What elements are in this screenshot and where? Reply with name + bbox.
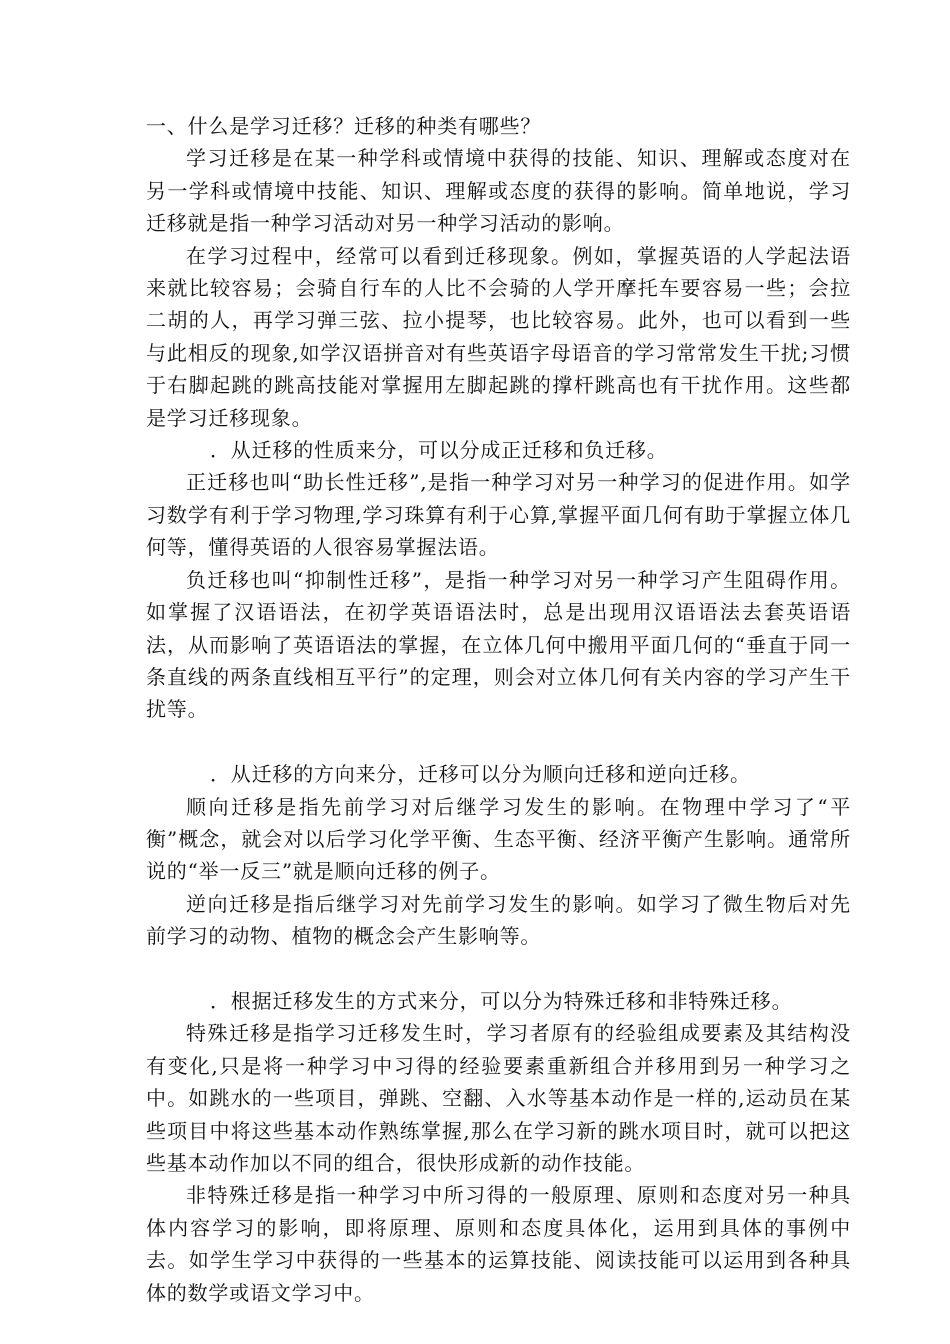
intro-paragraph-definition: 学习迁移是在某一种学科或情境中获得的技能、知识、理解或态度对在另一学科或情境中技能、知识、理解或态度的获得的影响。简单地说，学习迁移就是指一种学习活动对另一种学习活动的影响。 <box>146 146 851 236</box>
paragraph-negative-transfer: 负迁移也叫“抑制性迁移”，是指一种学习对另一种学习产生阻碍作用。如掌握了汉语语法，在初学英语语法时，总是出现用汉语语法去套英语语法，从而影响了英语语法的掌握，在立体几何中搬用平面几何的“垂直于同一条直线的两条直线相互平行”的定理，则会对立体几何有关内容的学习产生干扰等。 <box>146 567 851 722</box>
paragraph-backward-transfer: 逆向迁移是指后继学习对先前学习发生的影响。如学习了微生物后对先前学习的动物、植物的概念会产生影响等。 <box>146 891 851 949</box>
document-body <box>146 110 851 1309</box>
paragraph-gap <box>146 953 851 985</box>
point-heading-direction: ．从迁移的方向来分，迁移可以分为顺向迁移和逆向迁移。 <box>210 762 751 787</box>
point-heading-nature: ．从迁移的性质来分，可以分成正迁移和负迁移。 <box>210 438 668 463</box>
intro-paragraph-examples: 在学习过程中，经常可以看到迁移现象。例如，掌握英语的人学起法语来就比较容易；会骑自行车的人比不会骑的人学开摩托车要容易一些；会拉二胡的人，再学习弹三弦、拉小提琴，也比较容易。此外，也可以看到一些与此相反的现象,如学汉语拼音对有些英语字母语音的学习常常发生干扰;习惯于右脚起跳的跳高技能对掌握用左脚起跳的撑杆跳高也有干扰作用。这些都是学习迁移现象。 <box>146 243 851 430</box>
section-heading: 一、什么是学习迁移？迁移的种类有哪些？ <box>146 114 542 138</box>
paragraph-nonspecific-transfer: 非特殊迁移是指一种学习中所习得的一般原理、原则和态度对另一种具体内容学习的影响，即将原理、原则和态度具体化，运用到具体的事例中去。如学生学习中获得的一些基本的运算技能、阅读技能可以运用到各种具体的数学或语文学习中。 <box>146 1183 851 1305</box>
paragraph-forward-transfer: 顺向迁移是指先前学习对后继学习发生的影响。在物理中学习了“平衡”概念，就会对以后学习化学平衡、生态平衡、经济平衡产生影响。通常所说的“举一反三”就是顺向迁移的例子。 <box>146 794 851 884</box>
paragraph-specific-transfer: 特殊迁移是指学习迁移发生时，学习者原有的经验组成要素及其结构没有变化,只是将一种学习中习得的经验要素重新组合并移用到另一种学习之中。如跳水的一些项目，弹跳、空翻、入水等基本动作是一样的,运动员在某些项目中将这些基本动作熟练掌握,那么在学习新的跳水项目时，就可以把这些基本动作加以不同的组合，很快形成新的动作技能。 <box>146 1021 851 1175</box>
paragraph-positive-transfer: 正迁移也叫“助长性迁移”,是指一种学习对另一种学习的促进作用。如学习数学有利于学习物理,学习珠算有利于心算,掌握平面几何有助于掌握立体几何等，懂得英语的人很容易掌握法语。 <box>146 470 851 560</box>
paragraph-gap <box>146 726 851 758</box>
point-heading-mode: ．根据迁移发生的方式来分，可以分为特殊迁移和非特殊迁移。 <box>210 988 793 1013</box>
